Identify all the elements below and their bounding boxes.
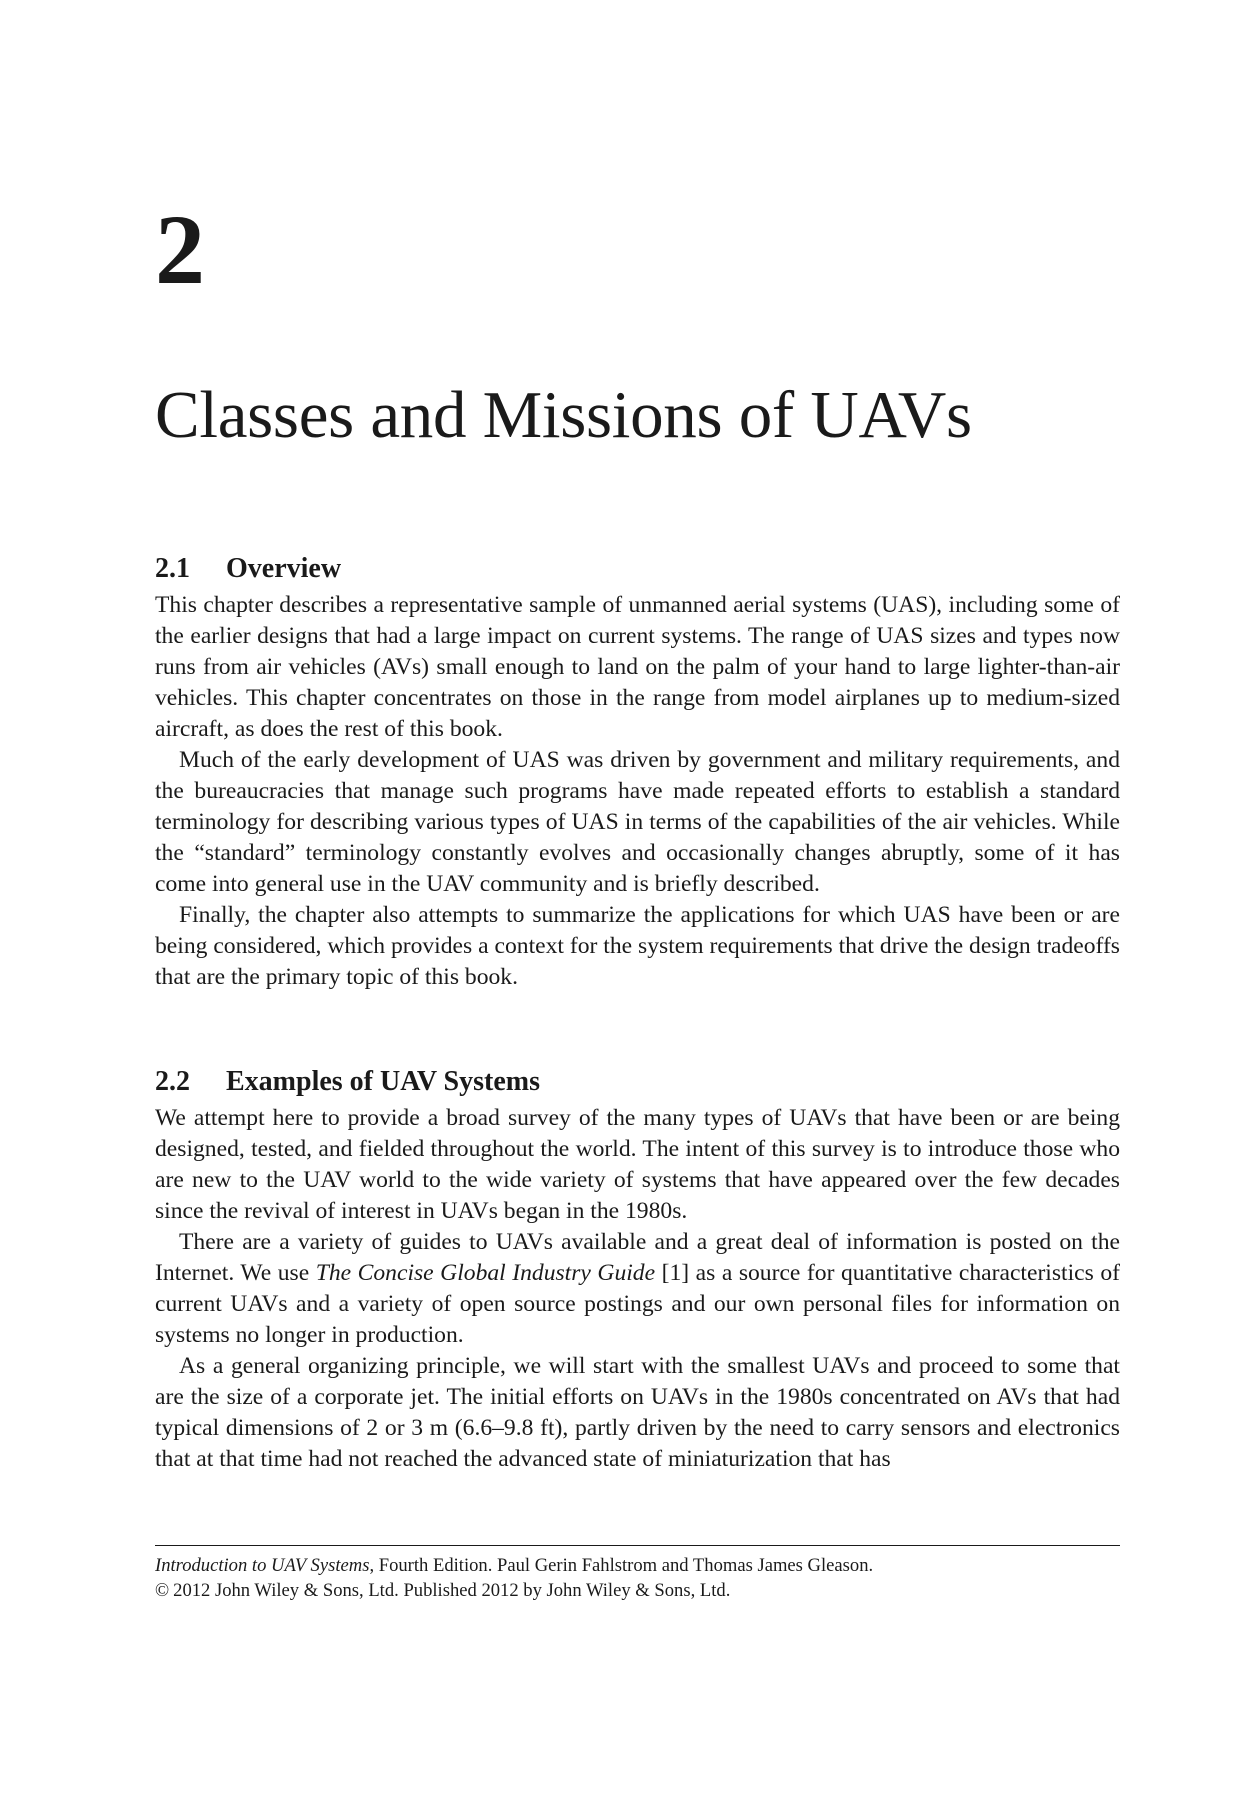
footnote-book-title: Introduction to UAV Systems bbox=[155, 1555, 370, 1576]
chapter-title: Classes and Missions of UAVs bbox=[155, 378, 972, 452]
footnote bbox=[155, 1553, 1120, 1603]
footnote-edition: , Fourth Edition. Paul Gerin Fahlstrom and Thomas James Gleason. bbox=[369, 1555, 874, 1576]
section-overview bbox=[155, 552, 1120, 993]
paragraph bbox=[155, 1227, 1120, 1351]
paragraph: This chapter describes a representative sample of unmanned aerial systems (UAS), including some of the earlier designs that had a large impact on current systems. The range of UAS sizes and types now runs from air vehicles (AVs) small enough to land on the palm of your hand to large lighter-than-air vehicles. This chapter concentrates on those in the range from model airplanes up to medium-sized aircraft, as does the rest of this book. bbox=[155, 591, 1120, 742]
section-title: Overview bbox=[226, 553, 342, 584]
section-number: 2.2 bbox=[155, 1066, 190, 1097]
footnote-line bbox=[155, 1553, 1120, 1578]
cited-book-title: The Concise Global Industry Guide bbox=[315, 1259, 656, 1286]
paragraph-text: [1] as a source for quantitative characteristics of current UAVs and a variety of open source postings and our own personal files for information on systems no longer in production. bbox=[155, 1259, 1120, 1348]
paragraph: As a general organizing principle, we will start with the smallest UAVs and proceed to some that are the size of a corporate jet. The initial efforts on UAVs in the 1980s concentrated on AVs that had typical dimensions of 2 or 3 m (6.6–9.8 ft), partly driven by the need to carry sensors and electronics that at that time had not reached the advanced state of miniaturization that has bbox=[155, 1352, 1120, 1472]
page bbox=[155, 0, 1120, 1800]
section-heading bbox=[155, 1065, 1120, 1099]
paragraph: Finally, the chapter also attempts to summarize the applications for which UAS have been or are being considered, which provides a context for the system requirements that drive the design tradeoffs that are the primary topic of this book. bbox=[155, 901, 1120, 990]
chapter-number: 2 bbox=[155, 194, 205, 305]
footnote-copyright: 2012 John Wiley & Sons, Ltd. Published 2012 by John Wiley & Sons, Ltd. bbox=[173, 1580, 731, 1601]
section-examples bbox=[155, 1065, 1120, 1475]
footnote-divider bbox=[155, 1545, 1120, 1546]
section-number: 2.1 bbox=[155, 553, 190, 584]
section-title: Examples of UAV Systems bbox=[226, 1066, 540, 1097]
footnote-line bbox=[155, 1578, 1120, 1603]
paragraph: We attempt here to provide a broad survey of the many types of UAVs that have been or are being designed, tested, and fielded throughout the world. The intent of this survey is to introduce those who are new to the UAV world to the wide variety of systems that have appeared over the few decades since the revival of interest in UAVs began in the 1980s. bbox=[155, 1104, 1120, 1224]
paragraph: Much of the early development of UAS was driven by government and military requirements, and the bureaucracies that manage such programs have made repeated efforts to establish a standard terminology for describing various types of UAS in terms of the capabilities of the air vehicles. While the “standard” terminology constantly evolves and occasionally changes abruptly, some of it has come into general use in the UAV community and is briefly described. bbox=[155, 746, 1120, 897]
copyright-icon: © bbox=[155, 1580, 170, 1601]
section-heading bbox=[155, 552, 1120, 586]
paragraph-text: There are a variety of guides to UAVs available and a great deal of information is posted on the Internet. We use bbox=[155, 1228, 1120, 1286]
